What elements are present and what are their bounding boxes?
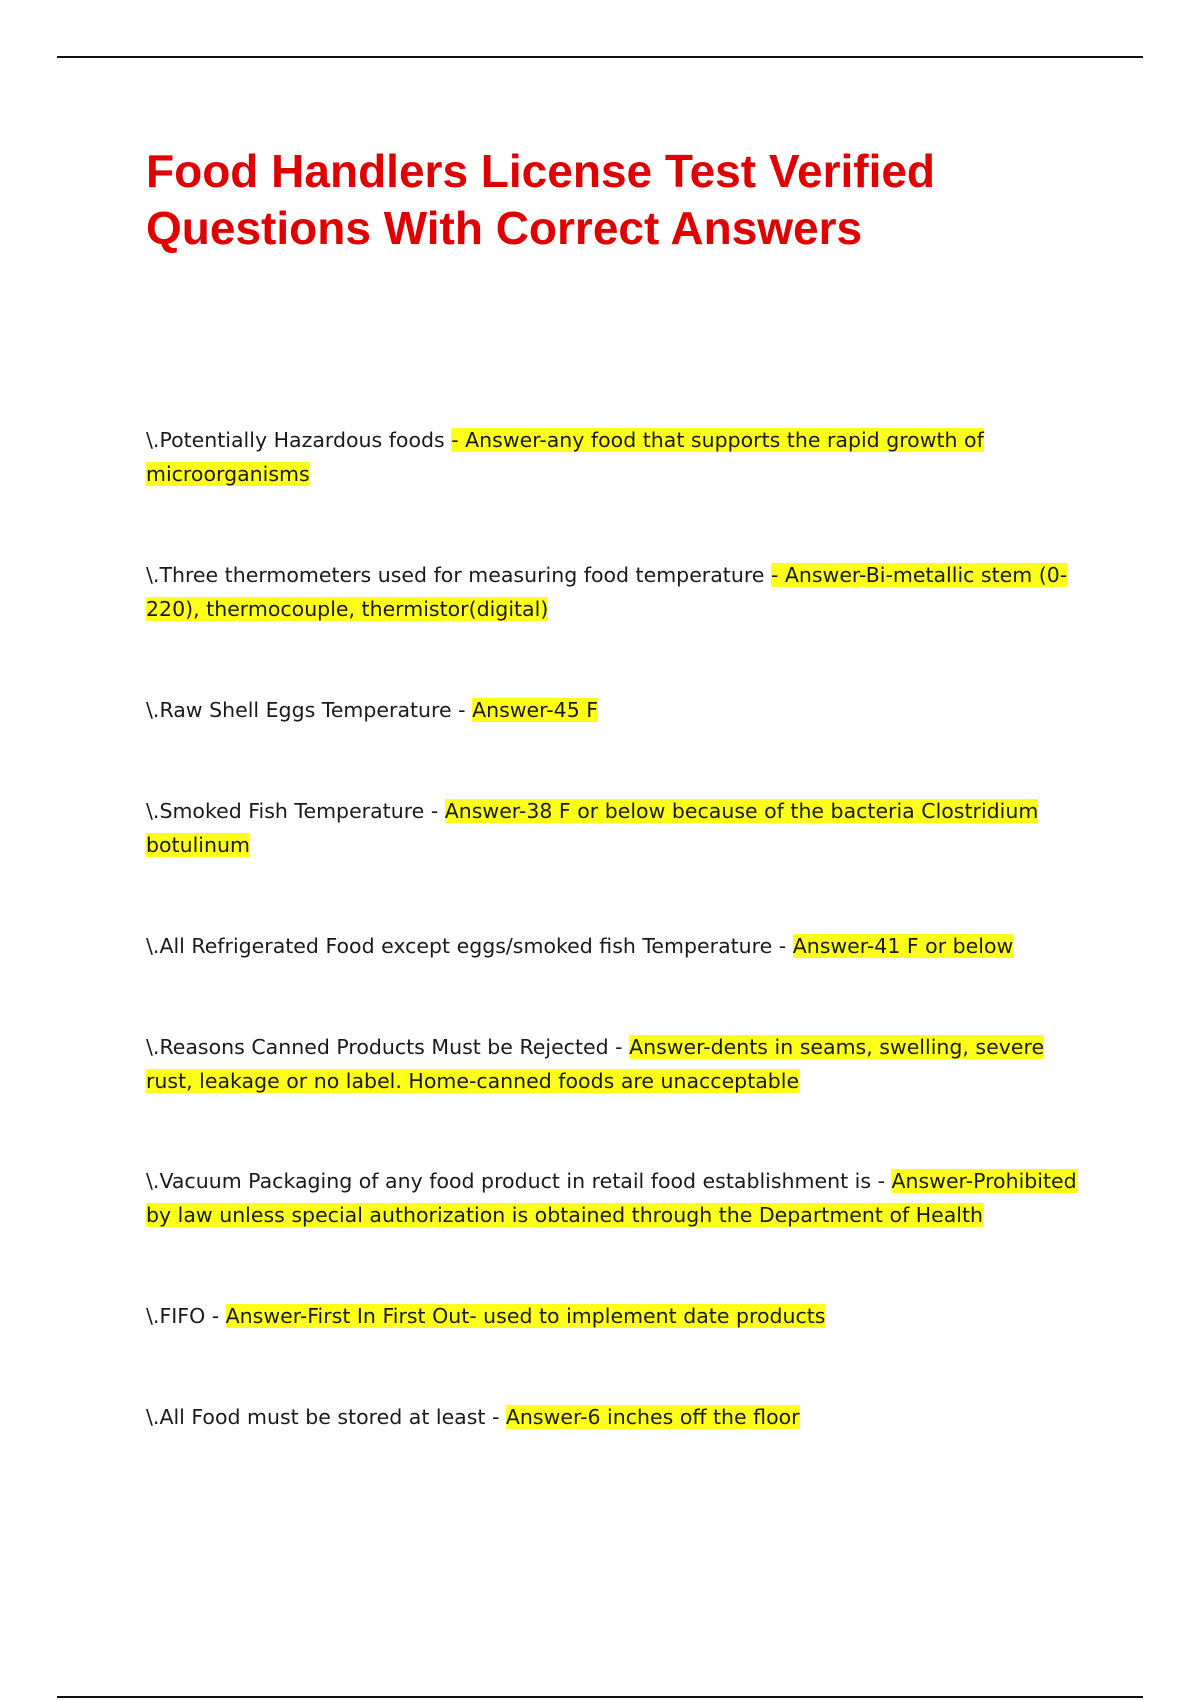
top-rule [57, 56, 1143, 58]
qa-separator: - [424, 799, 445, 823]
qa-prefix: \. [146, 1035, 160, 1059]
qa-question: Potentially Hazardous foods [159, 428, 452, 452]
qa-answer-highlight: Answer-38 F or below because of the bacteria Clostridium botulinum [146, 799, 1039, 857]
qa-separator: - [772, 934, 793, 958]
qa-item [146, 794, 1086, 862]
qa-question: Smoked Fish Temperature [159, 799, 425, 823]
qa-item [146, 1400, 1086, 1434]
qa-prefix: \. [146, 1405, 160, 1429]
qa-answer-highlight: Answer-dents in seams, swelling, severe rust, leakage or no label. Home-canned foods are unacceptable [146, 1035, 1045, 1093]
qa-prefix: \. [146, 799, 160, 823]
qa-separator: - [205, 1304, 226, 1328]
qa-question: Raw Shell Eggs Temperature [159, 698, 452, 722]
qa-item [146, 1030, 1086, 1098]
document-title: Food Handlers License Test Verified Questions With Correct Answers [146, 145, 936, 254]
qa-item [146, 558, 1086, 626]
qa-answer-highlight: - Answer-Bi-metallic stem (0-220), thermocouple, thermistor(digital) [146, 563, 1068, 621]
qa-separator: - [485, 1405, 506, 1429]
qa-item [146, 423, 1086, 491]
qa-separator: - [451, 698, 473, 722]
qa-item [146, 1299, 1086, 1333]
qa-answer-highlight: Answer-First In First Out- used to implement date products [225, 1304, 826, 1328]
qa-question: Vacuum Packaging of any food product in retail food establishment is [159, 1169, 872, 1193]
qa-separator: - [871, 1169, 892, 1193]
qa-prefix: \. [146, 428, 160, 452]
qa-prefix: \. [146, 698, 160, 722]
qa-answer-highlight: Answer-Prohibited by law unless special authorization is obtained through the Department of Health [146, 1169, 1077, 1227]
qa-answer-highlight: - Answer-any food that supports the rapid growth of microorganisms [146, 428, 984, 486]
qa-question: FIFO [159, 1304, 206, 1328]
qa-answer-highlight: Answer-45 F [472, 698, 599, 722]
qa-item [146, 929, 1086, 963]
bottom-rule [57, 1696, 1143, 1698]
qa-prefix: \. [146, 1169, 160, 1193]
qa-question: Three thermometers used for measuring food temperature [159, 563, 771, 587]
qa-answer-highlight: Answer-6 inches off the floor [505, 1405, 800, 1429]
qa-prefix: \. [146, 934, 160, 958]
qa-question: All Food must be stored at least [159, 1405, 486, 1429]
qa-prefix: \. [146, 563, 160, 587]
qa-item [146, 693, 1086, 727]
qa-item [146, 1164, 1086, 1232]
qa-prefix: \. [146, 1304, 160, 1328]
qa-answer-highlight: Answer-41 F or below [792, 934, 1014, 958]
qa-question: Reasons Canned Products Must be Rejected [159, 1035, 609, 1059]
qa-separator: - [608, 1035, 630, 1059]
qa-question: All Refrigerated Food except eggs/smoked fish Temperature [159, 934, 773, 958]
